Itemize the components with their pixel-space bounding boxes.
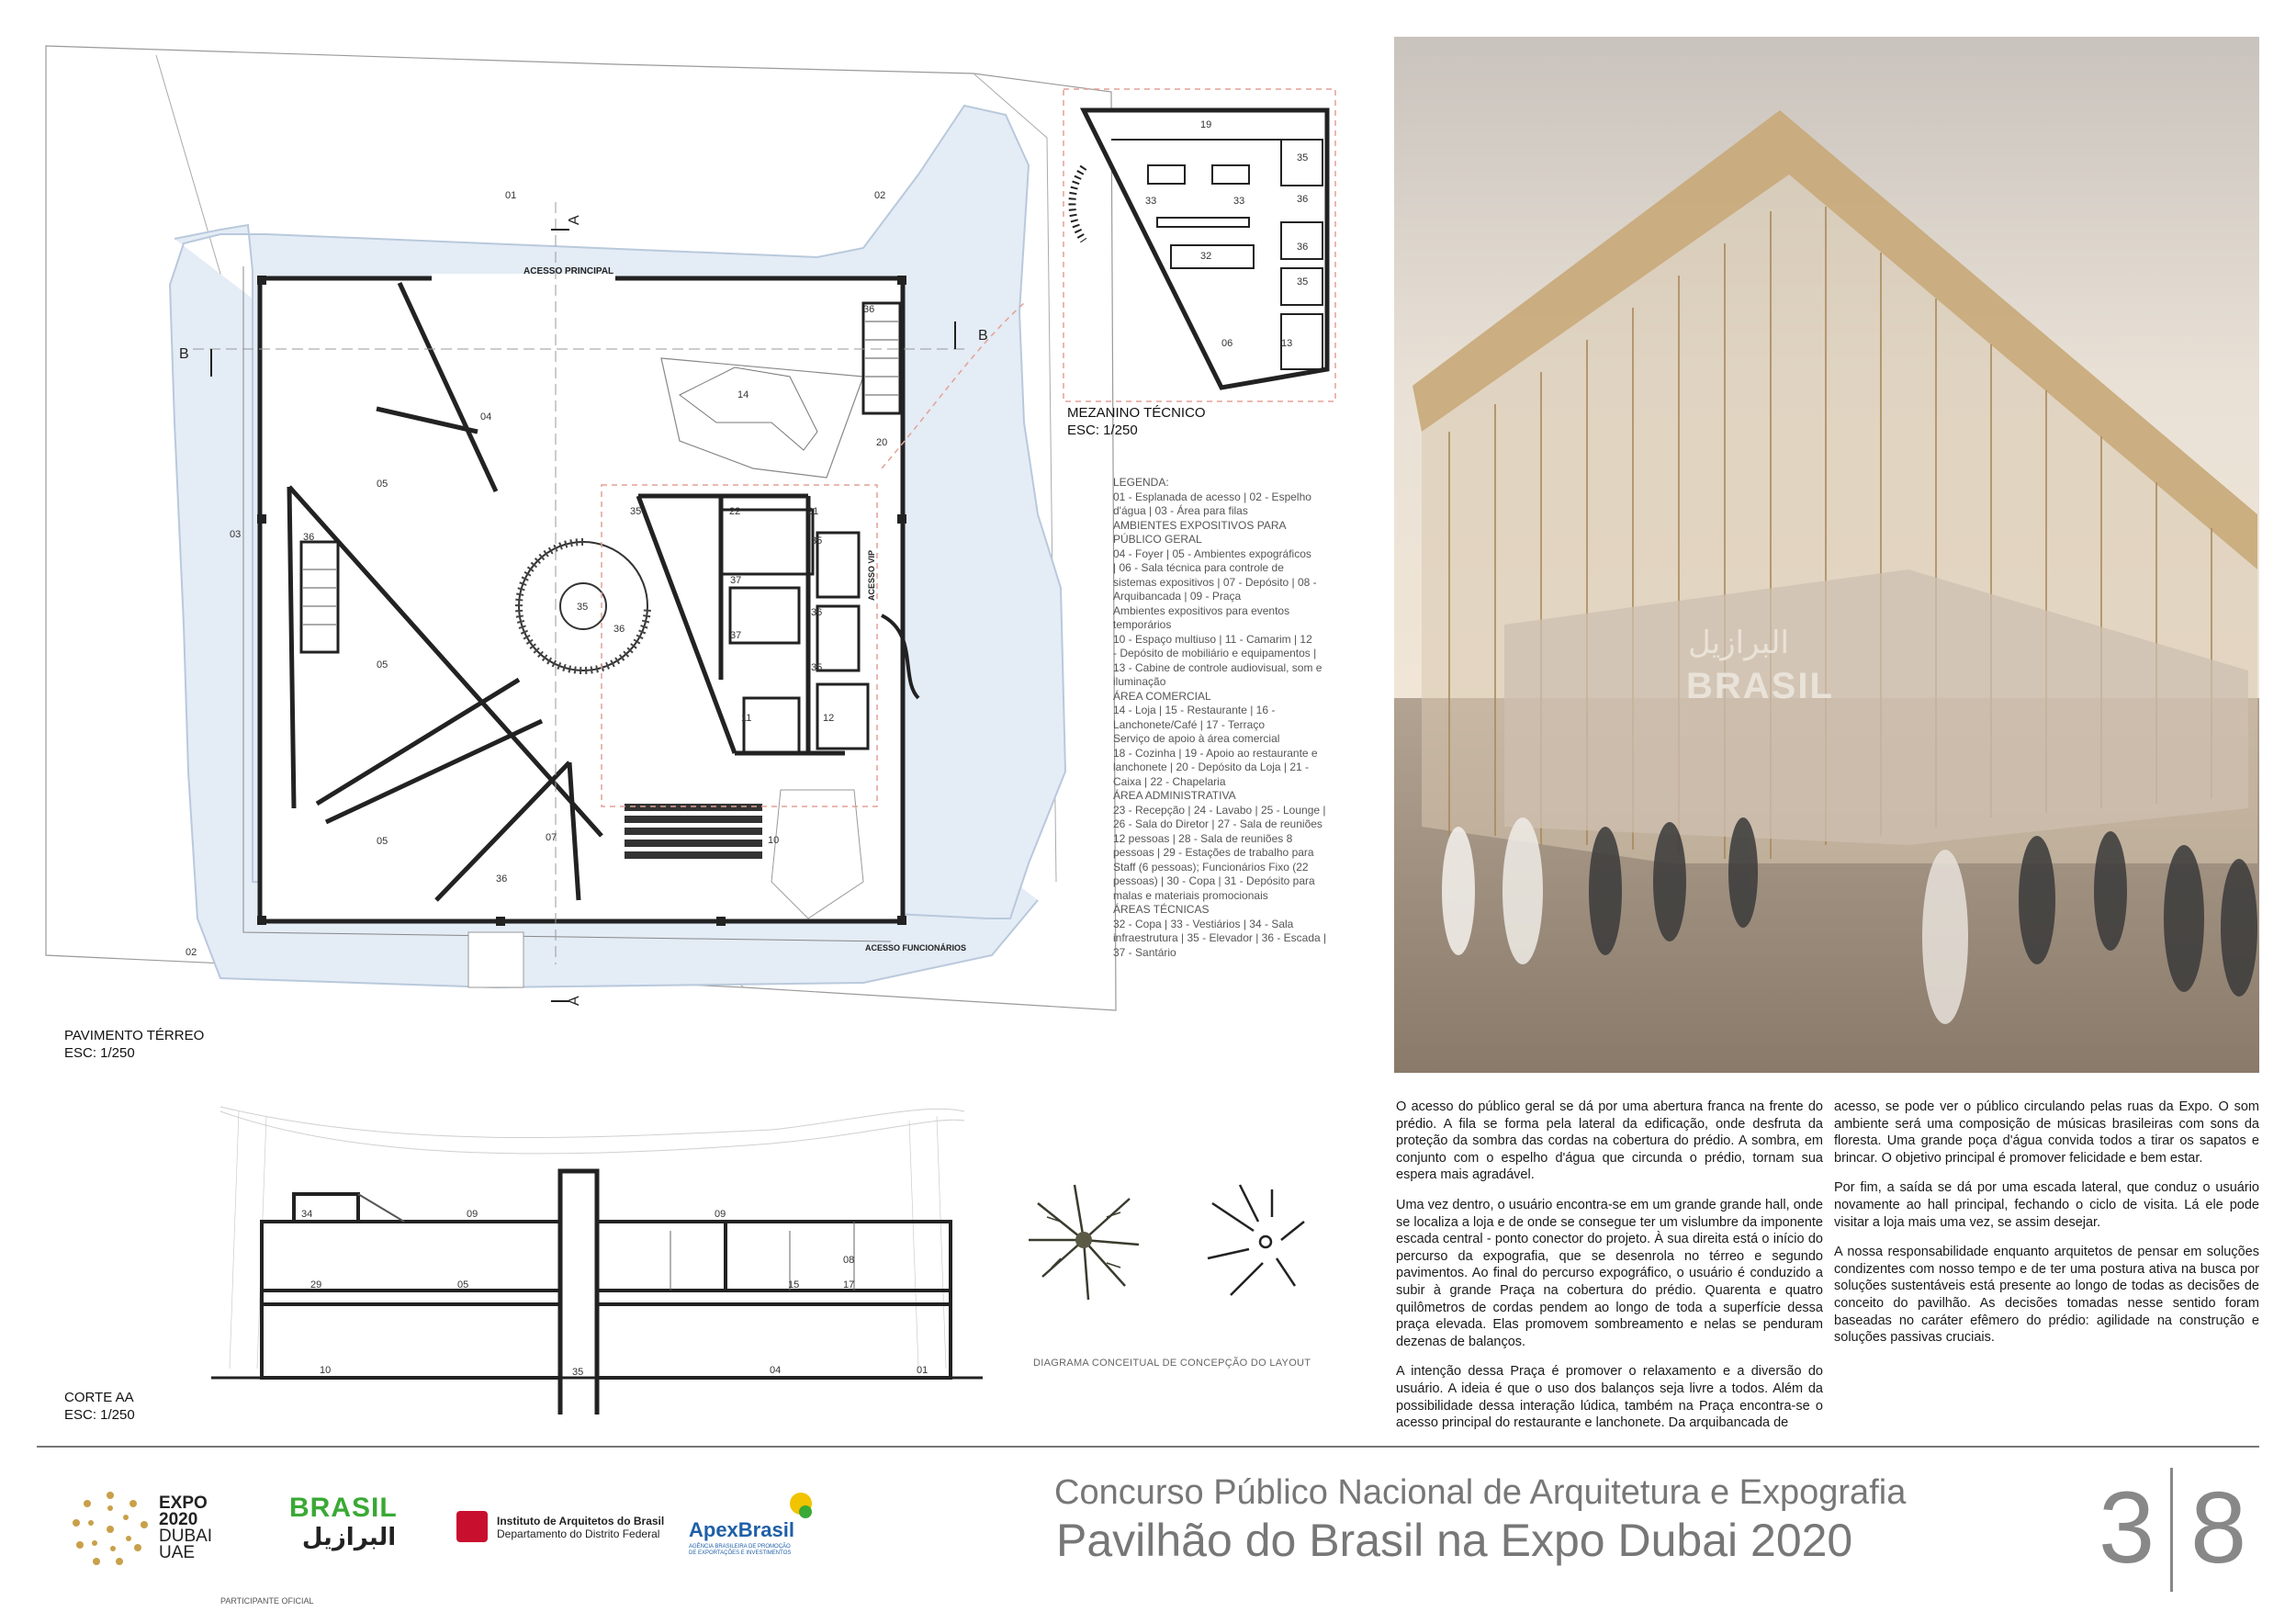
expo-line1: EXPO	[159, 1493, 208, 1513]
room-05-b: 05	[377, 659, 388, 671]
legend-line: Arquibancada | 09 - Praça	[1113, 590, 1242, 603]
legend-line: 26 - Sala do Diretor | 27 - Sala de reuniões	[1113, 817, 1322, 830]
brasil-logo-arabic: البرازيل	[301, 1524, 397, 1551]
expo-line2: 2020	[159, 1510, 198, 1529]
section-b-left: B	[179, 346, 189, 362]
sec-09a: 09	[467, 1209, 478, 1220]
legend-line: 23 - Recepção | 24 - Lavabo | 25 - Lounge |	[1113, 803, 1326, 817]
sec-34: 34	[301, 1209, 313, 1220]
sign-arabic: البرازيل	[1688, 625, 1789, 661]
room-36-c: 36	[613, 624, 625, 635]
text-column-1	[1396, 1099, 1823, 1445]
section-aa	[211, 1093, 983, 1414]
section-a-top: A	[567, 215, 582, 225]
room-04: 04	[480, 411, 492, 423]
access-main: ACESSO PRINCIPAL	[523, 266, 614, 276]
room-36-a: 36	[303, 532, 315, 543]
mez-33-b: 33	[1233, 196, 1245, 207]
access-vip: ACESSO VIP	[867, 549, 876, 601]
room-02-top: 02	[874, 190, 886, 201]
mez-35-a: 35	[1297, 152, 1309, 163]
room-21: 21	[807, 506, 819, 517]
brasil-logo-text: BRASIL	[289, 1493, 398, 1523]
apex-text: ApexBrasil	[689, 1518, 794, 1541]
paragraph: acesso, se pode ver o público circulando pelas ruas da Expo. O som ambiente será uma composição de músicas brasileiras com sons da floresta. Uma grande poça d'água convida todos a tirar os sapatos e brincar. O objetivo principal é promover felicidade e bem estar.	[1834, 1099, 2259, 1166]
expo-line4: UAE	[159, 1543, 196, 1562]
access-staff: ACESSO FUNCIONÁRIOS	[865, 943, 967, 952]
page-divider	[2170, 1468, 2173, 1592]
layout-diagram-icon	[1208, 1185, 1304, 1295]
mez-32: 32	[1200, 251, 1212, 262]
legend-line: ÁREA COMERCIAL	[1113, 689, 1211, 703]
legend	[1113, 476, 1343, 960]
room-37-a: 37	[730, 575, 742, 586]
diagram-caption: DIAGRAMA CONCEITUAL DE CONCEPÇÃO DO LAYOUT	[1033, 1358, 1311, 1369]
legend-line: Staff (6 pessoas); Funcionários Fixo (22	[1113, 860, 1309, 873]
legend-line: pessoas | 29 - Estações de trabalho para	[1113, 846, 1314, 859]
ground-floor-plan	[37, 37, 1120, 1029]
sec-04: 04	[770, 1365, 782, 1376]
legend-line: malas e materiais promocionais	[1113, 888, 1268, 902]
footer-rule	[37, 1446, 2259, 1448]
mez-19: 19	[1200, 119, 1212, 130]
sec-17: 17	[843, 1279, 855, 1291]
sec-08: 08	[843, 1255, 855, 1266]
legend-line: Ambientes expositivos para eventos	[1113, 603, 1290, 617]
mez-36-a: 36	[1297, 194, 1309, 205]
room-22: 22	[729, 506, 741, 517]
sec-15: 15	[788, 1279, 800, 1291]
room-07: 07	[546, 832, 557, 843]
legend-line: - Depósito de mobiliário e equipamentos |	[1113, 647, 1317, 659]
room-05-c: 05	[377, 836, 388, 847]
legend-line: 37 - Santário	[1113, 945, 1176, 959]
expo-line3: DUBAI	[159, 1527, 213, 1546]
iab-line2: Departamento do Distrito Federal	[497, 1527, 660, 1540]
paragraph: O acesso do público geral se dá por uma abertura franca na frente do prédio. A fila se forma pela lateral da edificação, onde desfruta da proteção da sombra das cordas na cobertura do prédio. A sombra, em conjunto com o espelho d'água que circunda o prédio, tornam sua espera mais agradável.	[1396, 1099, 1823, 1183]
sec-35: 35	[572, 1367, 584, 1378]
room-36-b: 36	[863, 304, 875, 315]
mezzanine-scale: ESC: 1/250	[1067, 423, 1138, 438]
contest-title: Concurso Público Nacional de Arquitetura e Expografia	[1054, 1473, 1907, 1512]
sign-brasil: BRASIL	[1686, 666, 1834, 706]
legend-line: temporários	[1113, 618, 1172, 631]
apex-sub1: AGÊNCIA BRASILEIRA DE PROMOÇÃO	[689, 1544, 791, 1550]
mez-13: 13	[1281, 338, 1293, 349]
legend-title: LEGENDA:	[1113, 476, 1169, 489]
legend-line: PÚBLICO GERAL	[1113, 533, 1202, 546]
sec-10: 10	[320, 1365, 332, 1376]
legend-line: infraestrutura | 35 - Elevador | 36 - Escada |	[1113, 931, 1327, 944]
mez-06: 06	[1221, 338, 1233, 349]
legend-line: 18 - Cozinha | 19 - Apoio ao restaurante e	[1113, 746, 1318, 760]
room-11: 11	[741, 713, 752, 724]
page-total: 8	[2190, 1471, 2247, 1584]
room-35-c: 35	[811, 535, 823, 547]
room-35-d: 35	[811, 662, 823, 673]
room-01: 01	[505, 190, 517, 201]
expo-logo-ring	[69, 1488, 152, 1571]
room-05-a: 05	[377, 479, 388, 490]
sec-29: 29	[310, 1279, 322, 1291]
sec-09b: 09	[715, 1209, 726, 1220]
legend-line: 13 - Cabine de controle audiovisual, som e	[1113, 660, 1322, 674]
mez-36-b: 36	[1297, 242, 1309, 253]
apex-logo	[689, 1493, 827, 1566]
ground-plan-title: PAVIMENTO TÉRREO	[64, 1028, 205, 1043]
room-36-e: 36	[496, 873, 508, 885]
room-03: 03	[230, 529, 242, 540]
paragraph: Por fim, a saída se dá por uma escada lateral, que conduz o usuário novamente ao hall principal, fechando o ciclo de visita. Lá ele pode visitar a loja mais uma vez, se assim desejar.	[1834, 1180, 2259, 1230]
iab-line1: Instituto de Arquitetos do Brasil	[497, 1515, 665, 1527]
concept-diagram	[1019, 1167, 1322, 1313]
legend-line: 10 - Espaço multiuso | 11 - Camarim | 12	[1113, 632, 1312, 646]
legend-line: Serviço de apoio à área comercial	[1113, 732, 1280, 745]
paragraph: A intenção dessa Praça é promover o relaxamento e a diversão do usuário. A ideia é que o uso dos balanços seja livre a todos. Além da possibilidade dessa interação lúdica, também na Praça encontra-se o acesso principal do restaurante e lanchonete. Da arquibancada de	[1396, 1364, 1823, 1431]
mezzanine-title: MEZANINO TÉCNICO	[1067, 405, 1206, 421]
mez-35-b: 35	[1297, 276, 1309, 287]
section-b-right: B	[978, 328, 988, 344]
sec-01: 01	[917, 1365, 929, 1376]
legend-line: pessoas) | 30 - Copa | 31 - Depósito para	[1113, 874, 1315, 887]
legend-line: Caixa | 22 - Chapelaria	[1113, 774, 1226, 788]
legend-line: d'água | 03 - Área para filas	[1113, 504, 1248, 517]
pavilion-title: Pavilhão do Brasil na Expo Dubai 2020	[1056, 1515, 1853, 1566]
section-scale: ESC: 1/250	[64, 1407, 135, 1423]
room-02-bottom: 02	[186, 947, 197, 958]
paragraph: Uma vez dentro, o usuário encontra-se em um grande grande hall, onde se localiza a loja e de onde se consegue ter um vislumbre da imponente escada central - ponto conector do projeto. À sua direita está o início do percurso da expografia, que se desenrola no térreo e segundo pavimentos. Ao final do percurso expográfico, o usuário é conduzido a subir à grande Praça na cobertura do prédio. Quarenta e quatro quilômetros de cordas pendem ao longo de toda a superfície dessa praça elevada. Elas promovem sombreamento e nelas se penduram dezenas de balanços.	[1396, 1197, 1823, 1349]
apex-sub2: DE EXPORTAÇÕES E INVESTIMENTOS	[689, 1550, 792, 1556]
iab-mark-icon	[456, 1511, 488, 1542]
legend-line: iluminação	[1113, 675, 1166, 688]
brasil-logo	[289, 1493, 409, 1551]
room-14: 14	[737, 389, 749, 400]
text-column-2	[1834, 1099, 2259, 1359]
page-current: 3	[2099, 1471, 2155, 1584]
section-title: CORTE AA	[64, 1390, 134, 1405]
room-10: 10	[768, 835, 780, 846]
legend-line: 01 - Esplanada de acesso | 02 - Espelho	[1113, 490, 1311, 503]
mez-33-a: 33	[1145, 196, 1157, 207]
legend-line: 32 - Copa | 33 - Vestiários | 34 - Sala	[1113, 917, 1294, 930]
expo-logo	[69, 1488, 234, 1589]
pavilion-render	[1394, 37, 2259, 1073]
legend-line: sistemas expositivos | 07 - Depósito | 08 -	[1113, 575, 1317, 589]
legend-line: ÁREA ADMINISTRATIVA	[1113, 789, 1236, 802]
legend-line: ÁREAS TÉCNICAS	[1113, 903, 1210, 916]
legend-line: AMBIENTES EXPOSITIVOS PARA	[1113, 518, 1287, 532]
legend-line: 12 pessoas | 28 - Sala de reuniões 8	[1113, 831, 1293, 845]
legend-line: 04 - Foyer | 05 - Ambientes expográficos	[1113, 547, 1311, 560]
legend-line: 14 - Loja | 15 - Restaurante | 16 -	[1113, 704, 1276, 716]
legend-line: Lanchonete/Café | 17 - Terraço	[1113, 717, 1265, 731]
legend-line: | 06 - Sala técnica para controle de	[1113, 561, 1284, 574]
ground-plan-scale: ESC: 1/250	[64, 1045, 135, 1061]
paragraph: A nossa responsabilidade enquanto arquitetos de pensar em soluções condizentes com nosso tempo e de ter uma postura ativa na busca por soluções sustentáveis está presente ao longo de todas as decisões de conceito do pavilhão. As decisões tomadas nesse sentido foram baseadas no caráter efêmero do prédio: agilidade na construção e soluções passivas cruciais.	[1834, 1245, 2259, 1346]
room-20: 20	[876, 437, 888, 448]
room-12: 12	[823, 713, 835, 724]
section-a-bottom: A	[567, 996, 582, 1006]
mezzanine-plan	[1056, 85, 1341, 406]
participant-label: PARTICIPANTE OFICIAL	[220, 1596, 314, 1606]
room-35-a: 35	[630, 506, 642, 517]
room-36-d: 36	[811, 607, 823, 618]
room-35-b: 35	[577, 602, 589, 613]
room-37-b: 37	[730, 630, 742, 641]
legend-line: lanchonete | 20 - Depósito da Loja | 21 -	[1113, 761, 1310, 773]
sec-05: 05	[457, 1279, 469, 1291]
